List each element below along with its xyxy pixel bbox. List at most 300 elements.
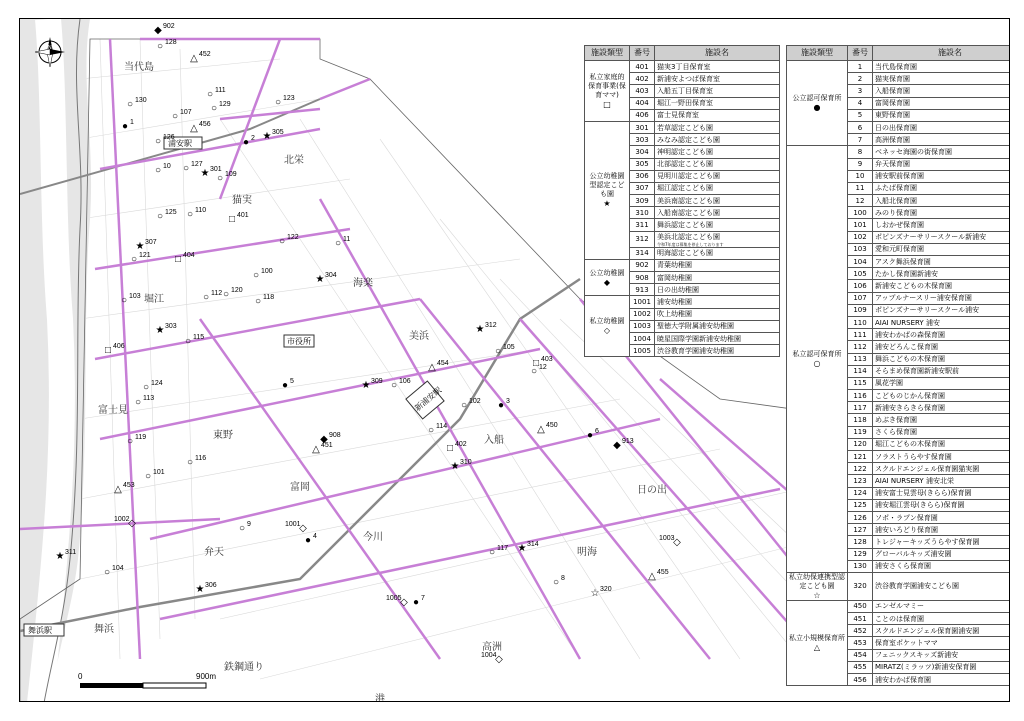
marker-symbol: ● — [304, 535, 312, 546]
facility-marker[interactable] — [553, 575, 565, 588]
facility-number: 1002 — [630, 308, 655, 320]
marker-label: 121 — [139, 252, 151, 259]
facility-number: 111 — [848, 329, 873, 341]
facility-name: 堀江認定こども園 — [655, 182, 780, 194]
facility-number: 10 — [848, 170, 873, 182]
facility-symbol: ◇ — [603, 326, 611, 336]
facility-name: たかし保育園新浦安 — [873, 268, 1011, 280]
marker-symbol: ○ — [142, 382, 150, 393]
facility-marker[interactable] — [279, 234, 299, 247]
facility-symbol: ☆ — [813, 590, 821, 600]
facility-name: 浦安さくら保育園 — [873, 560, 1011, 572]
facility-number: 124 — [848, 487, 873, 499]
facility-symbol: ★ — [603, 199, 611, 209]
facility-symbol: ◆ — [603, 277, 611, 287]
facility-number: 312 — [630, 231, 655, 247]
marker-label: 107 — [180, 109, 192, 116]
station-urayasu[interactable]: 浦安駅 — [168, 139, 192, 148]
facility-number: 314 — [630, 247, 655, 259]
marker-symbol: ● — [586, 430, 594, 441]
marker-label: 2 — [251, 135, 255, 142]
facility-marker[interactable] — [648, 569, 669, 582]
marker-symbol: △ — [648, 571, 656, 582]
facility-marker[interactable] — [275, 95, 295, 108]
facility-number: 110 — [848, 316, 873, 328]
marker-symbol: ★ — [450, 461, 460, 472]
facility-type: 公立認可保育所 ● — [787, 61, 848, 146]
marker-symbol: ○ — [222, 289, 230, 300]
marker-symbol: ★ — [200, 168, 210, 179]
marker-symbol: ○ — [210, 103, 218, 114]
facility-symbol: □ — [603, 99, 611, 109]
facility-marker[interactable] — [316, 272, 337, 285]
marker-symbol: □ — [532, 358, 540, 369]
marker-label: 114 — [436, 423, 448, 430]
facility-number: 7 — [848, 134, 873, 146]
marker-label: 118 — [263, 294, 275, 301]
marker-label: 112 — [211, 290, 223, 297]
facility-marker[interactable] — [587, 428, 599, 441]
marker-symbol: ○ — [202, 292, 210, 303]
facility-name: 富岡保育園 — [873, 97, 1011, 109]
facility-marker[interactable] — [229, 212, 249, 225]
facility-name: スクルドエンジェル保育園猫実園 — [873, 463, 1011, 475]
svg-text:0: 0 — [78, 672, 83, 681]
facility-name: 聖徳大学附属浦安幼稚園 — [655, 320, 780, 332]
marker-label: 6 — [595, 428, 599, 435]
area-label: 弁天 — [204, 547, 224, 558]
marker-symbol: ◆ — [613, 440, 621, 451]
facility-number: 5 — [848, 109, 873, 121]
facility-number: 403 — [630, 85, 655, 97]
keiyo-line — [20, 279, 580, 631]
marker-label: 120 — [231, 287, 243, 294]
marker-symbol: △ — [537, 424, 545, 435]
table-row — [787, 61, 1011, 73]
facility-number: 4 — [848, 97, 873, 109]
facility-marker[interactable] — [362, 378, 383, 391]
facility-number: 117 — [848, 402, 873, 414]
marker-label: 1005 — [386, 595, 402, 602]
marker-symbol: ○ — [154, 165, 162, 176]
facility-number: 309 — [630, 195, 655, 207]
facility-name: 弁天保育園 — [873, 158, 1011, 170]
facility-name: 高洲保育園 — [873, 134, 1011, 146]
marker-symbol: ◆ — [154, 25, 162, 36]
marker-symbol: ○ — [156, 41, 164, 52]
facility-number: 122 — [848, 463, 873, 475]
facility-name: 新浦安よつば保育室 — [655, 73, 780, 85]
facility-number: 106 — [848, 280, 873, 292]
facility-name: 愛和元町保育園 — [873, 243, 1011, 255]
facility-number: 1003 — [630, 320, 655, 332]
marker-label: 127 — [191, 161, 203, 168]
table-row — [585, 259, 780, 271]
area-label: 東野 — [213, 430, 233, 441]
marker-symbol: ○ — [238, 523, 246, 534]
facility-number: 455 — [848, 661, 873, 673]
marker-label: 401 — [237, 212, 249, 219]
facility-number: 304 — [630, 146, 655, 158]
facility-name: ソポ・ラプン保育園 — [873, 511, 1011, 523]
marker-symbol: ○ — [186, 457, 194, 468]
facility-marker[interactable] — [413, 595, 425, 608]
marker-label: 403 — [541, 356, 553, 363]
facility-marker[interactable] — [155, 163, 171, 176]
facility-marker[interactable] — [187, 455, 206, 468]
facility-symbol: ● — [813, 103, 821, 113]
facility-marker[interactable] — [659, 535, 681, 548]
facility-number: 126 — [848, 511, 873, 523]
marker-label: 913 — [622, 438, 634, 445]
facility-name: 見明川認定こども園 — [655, 170, 780, 182]
facility-number: 301 — [630, 121, 655, 133]
facility-name: 新浦安きらきら保育園 — [873, 402, 1011, 414]
facility-name: フェニックスキッズ新浦安 — [873, 649, 1011, 661]
marker-label: 1 — [130, 119, 134, 126]
marker-symbol: ○ — [171, 111, 179, 122]
facility-name: アップルナースリー浦安保育園 — [873, 292, 1011, 304]
facility-name: AIAI NURSERY 浦安 — [873, 316, 1011, 328]
marker-symbol: ★ — [135, 241, 145, 252]
facility-name: こどものじかん保育園 — [873, 390, 1011, 402]
facility-number: 310 — [630, 207, 655, 219]
facility-name: 浦安いろどり保育園 — [873, 524, 1011, 536]
facility-number: 118 — [848, 414, 873, 426]
facility-marker[interactable] — [451, 459, 472, 472]
facility-marker[interactable] — [253, 268, 273, 281]
marker-symbol: ○ — [254, 296, 262, 307]
marker-symbol: ○ — [134, 397, 142, 408]
marker-label: 117 — [497, 545, 509, 552]
facility-number: 404 — [630, 97, 655, 109]
marker-symbol: ◇ — [128, 518, 136, 529]
facility-marker[interactable] — [143, 380, 163, 393]
facility-marker[interactable] — [187, 207, 206, 220]
marker-label: 456 — [199, 121, 211, 128]
table-row — [787, 572, 1011, 600]
facility-name: 猫実保育園 — [873, 73, 1011, 85]
marker-label: 9 — [247, 521, 251, 528]
facility-number: 454 — [848, 649, 873, 661]
facility-marker[interactable] — [104, 565, 124, 578]
facility-name: 日の出保育園 — [873, 121, 1011, 133]
table-row — [585, 61, 780, 73]
facility-number: 127 — [848, 524, 873, 536]
area-label: 港 — [375, 694, 385, 703]
facility-number: 103 — [848, 243, 873, 255]
facility-number: 307 — [630, 182, 655, 194]
facility-marker[interactable] — [263, 129, 284, 142]
area-label: 富岡 — [290, 482, 310, 493]
area-label: 日の出 — [637, 485, 667, 496]
marker-symbol: ○ — [182, 163, 190, 174]
facility-name: 浦安どろんこ保育園 — [873, 341, 1011, 353]
facility-name: そらまめ保育園新浦安駅前 — [873, 365, 1011, 377]
marker-label: 100 — [261, 268, 273, 275]
facility-name: ことのは保育園 — [873, 613, 1011, 625]
marker-label: 304 — [325, 272, 337, 279]
marker-symbol: ○ — [390, 380, 398, 391]
marker-symbol: ○ — [488, 547, 496, 558]
facility-name: トレジャーキッズうらやす保育園 — [873, 536, 1011, 548]
facility-number: 2 — [848, 73, 873, 85]
facility-marker[interactable] — [121, 293, 141, 306]
marker-label: 128 — [165, 39, 177, 46]
header-num: 番号 — [848, 46, 873, 61]
facility-marker[interactable] — [175, 252, 195, 265]
facility-name: 浦安わかば保育園 — [873, 674, 1011, 686]
facility-name: 若草認定こども園 — [655, 121, 780, 133]
facility-name: 暁星国際学園新浦安幼稚園 — [655, 332, 780, 344]
facility-marker[interactable] — [476, 322, 497, 335]
facility-marker[interactable] — [211, 101, 231, 114]
marker-label: 119 — [135, 434, 147, 441]
facility-type: 公立幼稚園型認定こども園 ★ — [585, 121, 630, 259]
area-label: 富士見 — [98, 405, 128, 416]
facility-name: みのり保育園 — [873, 207, 1011, 219]
facility-name: しおかぜ保育園 — [873, 219, 1011, 231]
facility-marker[interactable] — [127, 97, 147, 110]
table-row — [585, 296, 780, 308]
station-shinurayasu[interactable]: 新浦安駅 — [413, 385, 444, 413]
marker-label: 311 — [65, 549, 77, 556]
marker-symbol: ○ — [126, 436, 134, 447]
marker-label: 406 — [113, 343, 125, 350]
facility-number: 303 — [630, 134, 655, 146]
marker-symbol: △ — [190, 123, 198, 134]
facility-marker[interactable] — [157, 209, 177, 222]
facility-name: 入船保育園 — [873, 85, 1011, 97]
marker-label: 115 — [193, 334, 205, 341]
facility-name: 日の出幼稚園 — [655, 284, 780, 296]
facility-marker[interactable] — [243, 135, 255, 148]
facility-name: 舞浜認定こども園 — [655, 219, 780, 231]
marker-symbol: ○ — [184, 336, 192, 347]
facility-name: 明海認定こども園 — [655, 247, 780, 259]
marker-label: 110 — [195, 207, 207, 214]
marker-label: 104 — [112, 565, 124, 572]
marker-label: 12 — [539, 364, 547, 371]
header-name: 施設名 — [655, 46, 780, 61]
facility-marker[interactable] — [255, 294, 274, 307]
facility-name: 東野保育園 — [873, 109, 1011, 121]
marker-symbol: ◆ — [320, 434, 328, 445]
facility-number: 120 — [848, 438, 873, 450]
marker-label: 129 — [219, 101, 231, 108]
facility-name: 入船五丁目保育室 — [655, 85, 780, 97]
facility-number: 311 — [630, 219, 655, 231]
facility-marker[interactable] — [190, 121, 211, 134]
facility-number: 129 — [848, 548, 873, 560]
marker-label: 8 — [561, 575, 565, 582]
table-row — [585, 121, 780, 133]
marker-label: 1002 — [114, 516, 130, 523]
facility-marker[interactable] — [136, 239, 157, 252]
facility-name: 浦安富士見雲母(きらら)保育園 — [873, 487, 1011, 499]
facility-number: 109 — [848, 304, 873, 316]
facility-name: 猫実3丁目保育室 — [655, 61, 780, 73]
north-label: N — [48, 45, 52, 51]
facility-marker[interactable] — [185, 334, 204, 347]
facility-marker[interactable] — [285, 521, 307, 534]
facility-name: MIRATZ(ミラッツ)新浦安保育園 — [873, 661, 1011, 673]
facility-marker[interactable] — [156, 323, 177, 336]
area-label: 鉄鋼通り — [224, 662, 264, 673]
marker-symbol: ○ — [460, 400, 468, 411]
facility-symbol: △ — [813, 643, 821, 653]
area-label: 堀江 — [144, 294, 164, 305]
facility-name: 渋谷教育学園浦安こども園 — [873, 572, 1011, 600]
facility-name: 富士見保育室 — [655, 109, 780, 121]
facility-name: AIAI NURSERY 浦安北栄 — [873, 475, 1011, 487]
facility-number: 305 — [630, 158, 655, 170]
facility-marker[interactable] — [428, 360, 449, 373]
marker-label: 111 — [215, 87, 226, 94]
marker-symbol: □ — [174, 254, 182, 265]
marker-label: 307 — [145, 239, 157, 246]
facility-marker[interactable] — [537, 422, 558, 435]
area-label: 当代島 — [124, 62, 154, 73]
facility-name: 浦安幼稚園 — [655, 296, 780, 308]
facility-number: 119 — [848, 426, 873, 438]
marker-symbol: ★ — [55, 551, 65, 562]
facility-name: みなみ認定こども園 — [655, 134, 780, 146]
facility-name: 当代島保育園 — [873, 61, 1011, 73]
marker-label: 402 — [455, 441, 467, 448]
facility-name: エンゼルマミー — [873, 600, 1011, 612]
marker-symbol: ★ — [315, 274, 325, 285]
marker-symbol: ★ — [195, 584, 205, 595]
facility-number: 320 — [848, 572, 873, 600]
marker-symbol: ○ — [126, 99, 134, 110]
area-label: 猫実 — [232, 195, 252, 206]
svg-text:900m: 900m — [196, 672, 217, 681]
facility-marker[interactable] — [531, 364, 547, 377]
facility-symbol: ○ — [813, 359, 821, 369]
facility-name: 新浦安こどもの木保育園 — [873, 280, 1011, 292]
marker-label: 314 — [527, 541, 539, 548]
facility-number: 121 — [848, 451, 873, 463]
marker-symbol: ● — [497, 400, 505, 411]
facility-number: 406 — [630, 109, 655, 121]
marker-label: 452 — [199, 51, 211, 58]
marker-symbol: ○ — [278, 236, 286, 247]
marker-symbol: ○ — [334, 238, 342, 249]
facility-type: 私立認可保育所 ○ — [787, 146, 848, 573]
marker-label: 306 — [205, 582, 217, 589]
facility-name: 浦安わかばの森保育園 — [873, 329, 1011, 341]
facility-marker[interactable] — [386, 595, 408, 608]
facility-number: 3 — [848, 85, 873, 97]
area-label: 今川 — [363, 532, 383, 543]
facility-name: 青葉幼稚園 — [655, 259, 780, 271]
facility-marker[interactable] — [305, 533, 317, 546]
marker-label: 450 — [546, 422, 558, 429]
marker-symbol: ○ — [186, 209, 194, 220]
area-label: 美浜 — [409, 331, 429, 342]
marker-symbol: ★ — [475, 324, 485, 335]
table-row — [787, 146, 1011, 158]
station-maihama[interactable]: 舞浜駅 — [28, 626, 52, 635]
marker-symbol: ○ — [206, 89, 214, 100]
facility-marker[interactable] — [391, 378, 411, 391]
area-label: 海楽 — [353, 278, 373, 289]
marker-label: 106 — [399, 378, 411, 385]
marker-symbol: ○ — [552, 577, 560, 588]
facility-marker[interactable] — [613, 438, 634, 451]
marker-symbol: ★ — [361, 380, 371, 391]
facility-name: ポピンズナーサリースクール浦安 — [873, 304, 1011, 316]
facility-note: 令和7年度は募集を停止しております — [657, 241, 724, 247]
marker-symbol: ☆ — [590, 588, 600, 599]
facility-marker[interactable] — [135, 395, 154, 408]
facility-number: 125 — [848, 499, 873, 511]
marker-symbol: □ — [228, 214, 236, 225]
facility-marker[interactable] — [481, 652, 503, 665]
facility-marker[interactable] — [157, 39, 177, 52]
facility-number: 101 — [848, 219, 873, 231]
facility-marker[interactable] — [282, 378, 294, 391]
marker-label: 312 — [485, 322, 497, 329]
facility-number: 123 — [848, 475, 873, 487]
facility-type: 私立小規模保育所 △ — [787, 600, 848, 685]
facility-marker[interactable] — [239, 521, 251, 534]
marker-label: 404 — [183, 252, 195, 259]
facility-number: 116 — [848, 390, 873, 402]
facility-type: 私立幼稚園 ◇ — [585, 296, 630, 357]
marker-symbol: △ — [114, 484, 122, 495]
facility-marker[interactable] — [127, 434, 146, 447]
marker-label: 101 — [153, 469, 165, 476]
facility-marker[interactable] — [154, 23, 175, 36]
marker-label: 303 — [165, 323, 177, 330]
facility-number: 402 — [630, 73, 655, 85]
facility-marker[interactable] — [518, 541, 539, 554]
marker-label: 301 — [210, 166, 222, 173]
header-type: 施設類型 — [787, 46, 848, 61]
facility-marker[interactable] — [207, 87, 226, 100]
marker-symbol: ◇ — [673, 537, 681, 548]
marker-symbol: ○ — [252, 270, 260, 281]
city-hall[interactable]: 市役所 — [287, 337, 311, 346]
marker-label: 102 — [469, 398, 481, 405]
facility-marker[interactable] — [489, 545, 508, 558]
facility-number: 6 — [848, 121, 873, 133]
area-label: 明海 — [577, 547, 597, 558]
facility-number: 130 — [848, 560, 873, 572]
marker-symbol: ○ — [103, 567, 111, 578]
facility-name: 入船南認定こども園 — [655, 207, 780, 219]
header-type: 施設類型 — [585, 46, 630, 61]
marker-label: 4 — [313, 533, 317, 540]
facility-marker[interactable] — [114, 516, 136, 529]
facility-number: 8 — [848, 146, 873, 158]
facility-marker[interactable] — [190, 51, 211, 64]
facility-number: 913 — [630, 284, 655, 296]
facility-number: 1001 — [630, 296, 655, 308]
facility-name: 舞浜こどもの木保育園 — [873, 353, 1011, 365]
marker-symbol: □ — [104, 345, 112, 356]
facility-number: 128 — [848, 536, 873, 548]
facility-marker[interactable] — [461, 398, 481, 411]
marker-label: 3 — [506, 398, 510, 405]
marker-label: 310 — [460, 459, 472, 466]
facility-number: 104 — [848, 256, 873, 268]
header-num: 番号 — [630, 46, 655, 61]
facility-number: 401 — [630, 61, 655, 73]
marker-label: 1003 — [659, 535, 675, 542]
